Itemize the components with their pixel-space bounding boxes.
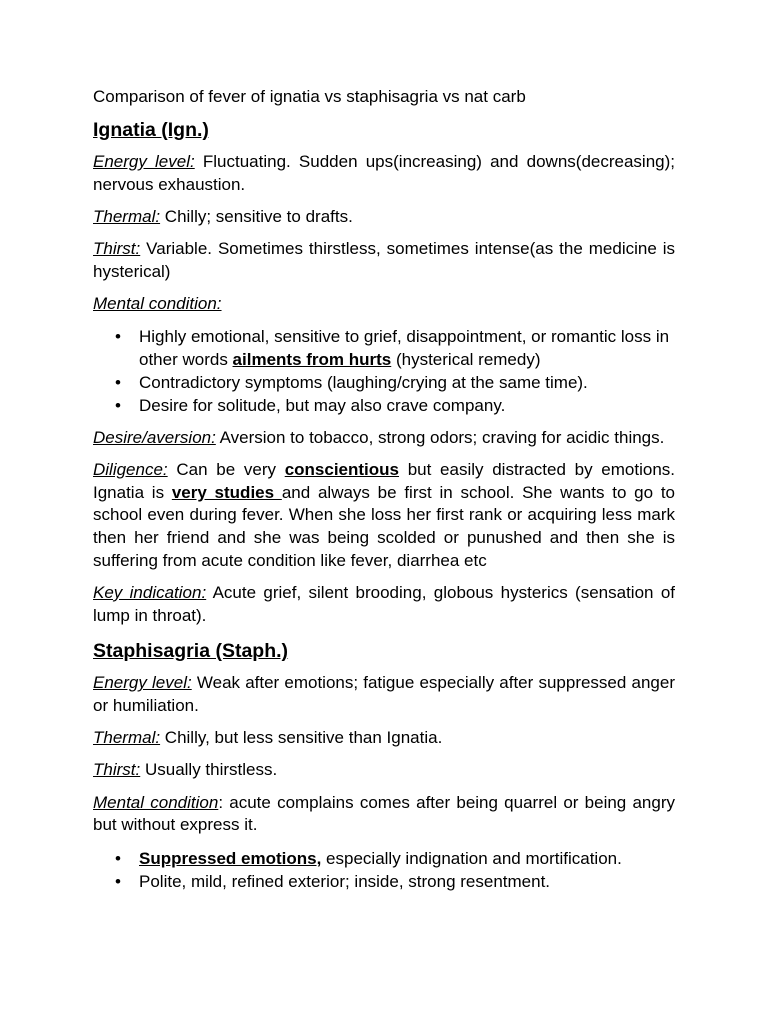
bullet-text: Highly emotional, sensitive to grief, disappointment, or romantic loss in other words	[139, 327, 670, 370]
ignatia-diligence	[93, 459, 675, 573]
thirst-label: Thirst:	[93, 239, 141, 259]
staph-mental-condition	[93, 792, 675, 837]
ignatia-mental-condition	[93, 293, 675, 316]
ignatia-energy-level	[93, 151, 675, 196]
energy-label: Energy level:	[93, 152, 195, 171]
document-intro: Comparison of fever of ignatia vs staphisagria vs nat carb	[93, 87, 526, 106]
key-label: Key indication:	[93, 582, 207, 602]
ignatia-mental-list	[93, 325, 675, 417]
section-heading-staphisagria: Staphisagria (Staph.)	[93, 640, 289, 663]
ignatia-key-indication	[93, 582, 675, 627]
energy-text: Weak after emotions; fatigue especially after suppressed anger or humiliation.	[93, 673, 675, 716]
list-item	[139, 847, 675, 870]
staph-energy-level	[93, 672, 675, 717]
diligence-text: but easily distracted by emotions. Ignatia is	[93, 459, 675, 502]
ignatia-thirst	[93, 238, 675, 283]
desire-label: Desire/aversion:	[93, 427, 216, 447]
thirst-text: Usually thirstless.	[140, 760, 278, 780]
thirst-label: Thirst:	[93, 760, 141, 780]
staph-thermal	[93, 727, 675, 750]
staph-thirst	[93, 759, 675, 782]
energy-text: Fluctuating. Sudden ups(increasing) and downs(decreasing); nervous exhaustion.	[93, 152, 675, 194]
emphasis-text: Suppressed emotions,	[139, 848, 322, 868]
thermal-text: Chilly, but less sensitive than Ignatia.	[160, 728, 443, 748]
list-item	[139, 325, 675, 371]
key-text: Acute grief, silent brooding, globous hysterics (sensation of lump in throat).	[93, 582, 675, 625]
diligence-text: and always be first in school. She wants to go to school even during fever. When she loss her first rank or acquiring less mark then her friend and she was being scolded or punushed and then she is suffering from acute condition like fever, diarrhea etc	[93, 482, 676, 570]
emphasis-text: ailments from hurts	[232, 350, 392, 370]
staph-mental-list	[93, 847, 675, 893]
mental-label: Mental condition:	[93, 294, 222, 314]
list-item: • Contradictory symptoms (laughing/crying at the same time).	[139, 371, 675, 394]
list-item: • Polite, mild, refined exterior; inside, strong resentment.	[139, 870, 675, 893]
ignatia-thermal	[93, 206, 675, 229]
thermal-text: Chilly; sensitive to drafts.	[160, 206, 353, 226]
mental-text: : acute complains comes after being quarrel or being angry but without express it.	[93, 792, 675, 835]
list-item: • Desire for solitude, but may also crave company.	[139, 394, 675, 417]
thirst-text: Variable. Sometimes thirstless, sometimes intense(as the medicine is hysterical)	[93, 239, 675, 281]
energy-label: Energy level:	[93, 673, 192, 693]
emphasis-text: very studies	[171, 482, 282, 502]
thermal-label: Thermal:	[93, 728, 161, 748]
emphasis-text: conscientious	[284, 459, 400, 479]
bullet-text: (hysterical remedy)	[391, 350, 541, 370]
document-page	[93, 86, 675, 902]
thermal-label: Thermal:	[93, 206, 161, 226]
mental-label: Mental condition	[93, 792, 219, 812]
section-heading-ignatia: Ignatia (Ign.)	[93, 119, 209, 141]
diligence-text: Can be very	[167, 459, 285, 479]
desire-text: Aversion to tobacco, strong odors; craving for acidic things.	[215, 427, 665, 447]
bullet-text: especially indignation and mortification.	[321, 848, 622, 868]
diligence-label: Diligence:	[93, 459, 168, 479]
ignatia-desire-aversion	[93, 427, 675, 450]
